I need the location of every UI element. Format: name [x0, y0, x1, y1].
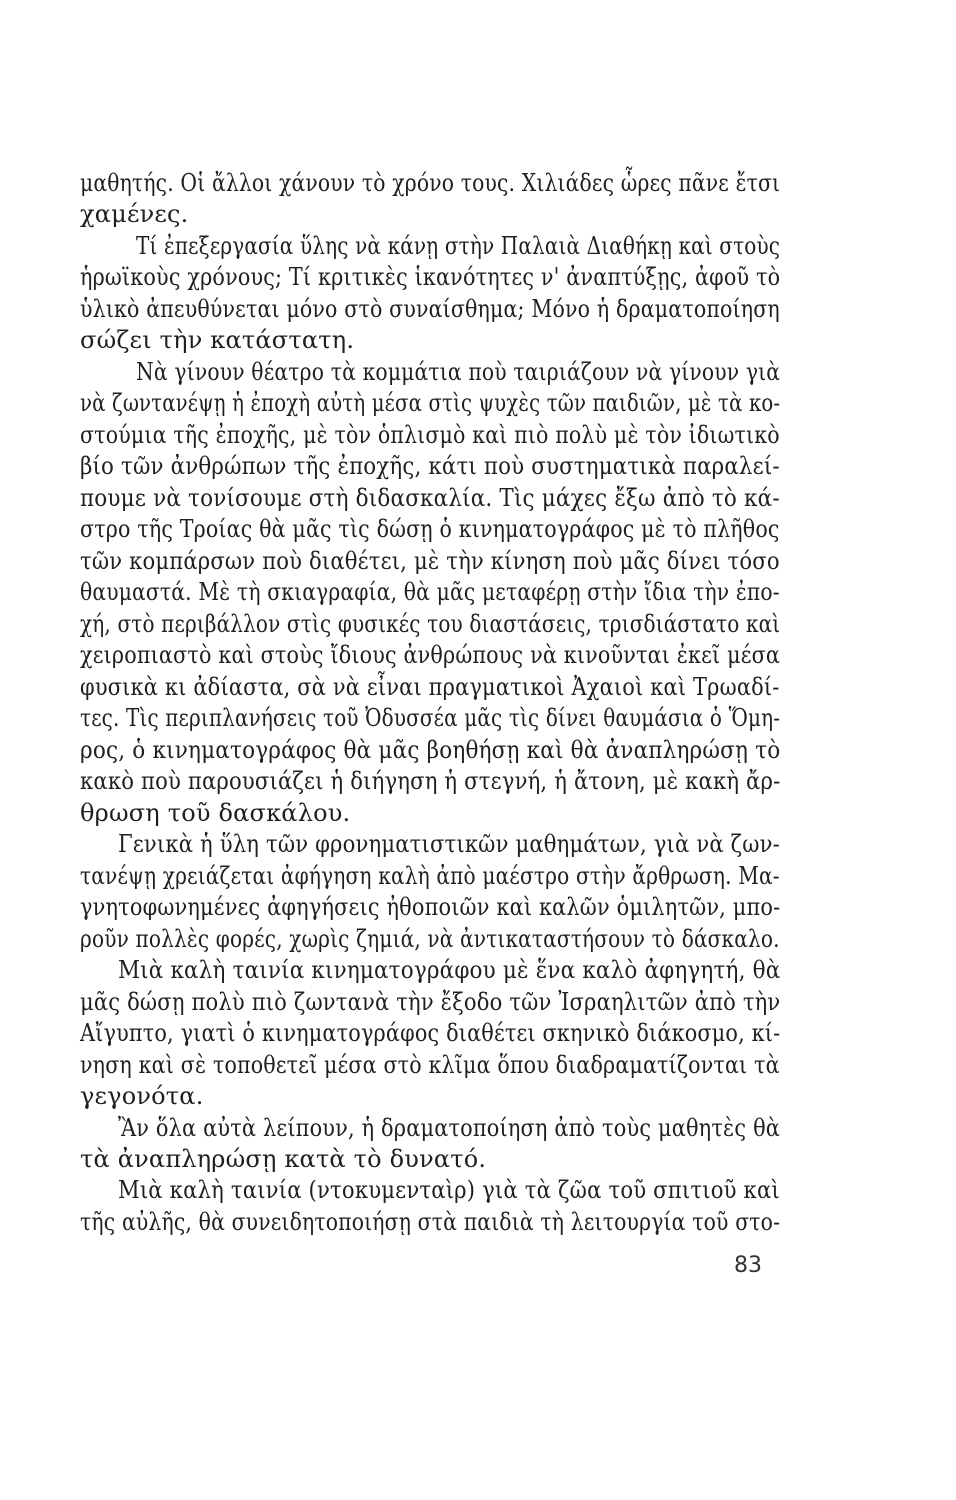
text-line: τες. Τὶς περιπλανήσεις τοῦ Ὀδυσσέα μᾶς τὶς δίνει θαυμάσια ὁ Ὅμη-	[80, 704, 781, 732]
text-line: τῆς αὐλῆς, θὰ συνειδητοποιήσῃ στὰ παιδιὰ τὴ λειτουργία τοῦ στο-	[80, 1208, 781, 1236]
text-line: φυσικὰ κι ἀδίαστα, σὰ νὰ εἶναι πραγματικοὶ Ἀχαιοὶ καὶ Τρωαδί-	[80, 673, 780, 701]
text-line: Νὰ γίνουν θέατρο τὰ κομμάτια ποὺ ταιριάζουν νὰ γίνουν γιὰ	[136, 358, 781, 386]
text-line: στούμια τῆς ἐποχῆς, μὲ τὸν ὁπλισμὸ καὶ πιὸ πολὺ μὲ τὸν ἰδιωτικὸ	[80, 421, 780, 449]
text-line: χαμένες.	[80, 200, 189, 228]
text-line: τὰ ἀναπληρώσῃ κατὰ τὸ δυνατό.	[80, 1145, 487, 1173]
text-line: πουμε νὰ τονίσουμε στὴ διδασκαλία. Τὶς μάχες ἔξω ἀπὸ τὸ κά-	[80, 484, 780, 512]
text-line: στρο τῆς Τροίας θὰ μᾶς τὶς δώσῃ ὁ κινηματογράφος μὲ τὸ πλῆθος	[80, 515, 780, 543]
text-line: Ἂν ὅλα αὐτὰ λείπουν, ἡ δραματοποίηση ἀπὸ τοὺς μαθητὲς θὰ	[118, 1114, 781, 1142]
text-line: χή, στὸ περιβάλλον στὶς φυσικές του διαστάσεις, τρισδιάστατο καὶ	[80, 610, 781, 638]
text-line: ρος, ὁ κινηματογράφος θὰ μᾶς βοηθήσῃ καὶ θὰ ἀναπληρώσῃ τὸ	[80, 736, 781, 764]
text-line: τῶν κομπάρσων ποὺ διαθέτει, μὲ τὴν κίνηση ποὺ μᾶς δίνει τόσο	[80, 547, 780, 575]
text-line: ροῦν πολλὲς φορές, χωρὶς ζημιά, νὰ ἀντικαταστήσουν τὸ δάσκαλο.	[80, 925, 780, 953]
text-line: γεγονότα.	[80, 1082, 204, 1110]
text-line: Μιὰ καλὴ ταινία κινηματογράφου μὲ ἕνα καλὸ ἀφηγητή, θὰ	[118, 956, 781, 984]
text-line: κακὸ ποὺ παρουσιάζει ἡ διήγηση ἡ στεγνή, ἡ ἄτονη, μὲ κακὴ ἄρ-	[80, 767, 781, 795]
text-line: σώζει τὴν κατάστατη.	[80, 326, 355, 354]
text-line: νηση καὶ σὲ τοποθετεῖ μέσα στὸ κλῖμα ὅπου διαδραματίζονται τὰ	[80, 1051, 780, 1079]
text-line: μαθητής. Οἱ ἄλλοι χάνουν τὸ χρόνο τους. Χιλιάδες ὧρες πᾶνε ἔτσι	[80, 169, 781, 197]
text-line: Μιὰ καλὴ ταινία (ντοκυμενταὶρ) γιὰ τὰ ζῶα τοῦ σπιτιοῦ καὶ	[118, 1176, 780, 1204]
text-line: Αἴγυπτο, γιατὶ ὁ κινηματογράφος διαθέτει σκηνικὸ διάκοσμο, κί-	[80, 1019, 781, 1047]
page-number: 83	[734, 1253, 762, 1278]
text-line: γνητοφωνημένες ἀφηγήσεις ἠθοποιῶν καὶ καλῶν ὁμιλητῶν, μπο-	[80, 893, 781, 921]
text-line: μᾶς δώσῃ πολὺ πιὸ ζωντανὰ τὴν ἔξοδο τῶν Ἰσραηλιτῶν ἀπὸ τὴν	[80, 988, 781, 1016]
text-line: θαυμαστά. Μὲ τὴ σκιαγραφία, θὰ μᾶς μεταφέρῃ στὴν ἴδια τὴν ἐπο-	[80, 578, 780, 606]
text-line: ἡρωϊκοὺς χρόνους; Τί κριτικὲς ἱκανότητες ν' ἀναπτύξῃς, ἀφοῦ τὸ	[80, 263, 781, 291]
text-line: βίο τῶν ἀνθρώπων τῆς ἐποχῆς, κάτι ποὺ συστηματικὰ παραλεί-	[80, 452, 780, 480]
text-line: θρωση τοῦ δασκάλου.	[80, 799, 351, 827]
text-line: χειροπιαστὸ καὶ στοὺς ἴδιους ἀνθρώπους νὰ κινοῦνται ἐκεῖ μέσα	[80, 641, 781, 669]
text-line: Γενικὰ ἡ ὕλη τῶν φρονηματιστικῶν μαθημάτων, γιὰ νὰ ζων-	[118, 830, 780, 858]
text-line: Τί ἐπεξεργασία ὕλης νὰ κάνῃ στὴν Παλαιὰ Διαθήκῃ καὶ στοὺς	[136, 232, 781, 260]
text-line: ὑλικὸ ἀπευθύνεται μόνο στὸ συναίσθημα; Μόνο ἡ δραματοποίηση	[80, 295, 780, 323]
text-line: τανέψῃ χρειάζεται ἀφήγηση καλὴ ἀπὸ μαέστρο στὴν ἄρθρωση. Μα-	[80, 862, 780, 890]
text-line: νὰ ζωντανέψῃ ἡ ἐποχὴ αὐτὴ μέσα στὶς ψυχὲς τῶν παιδιῶν, μὲ τὰ κο-	[80, 389, 781, 417]
